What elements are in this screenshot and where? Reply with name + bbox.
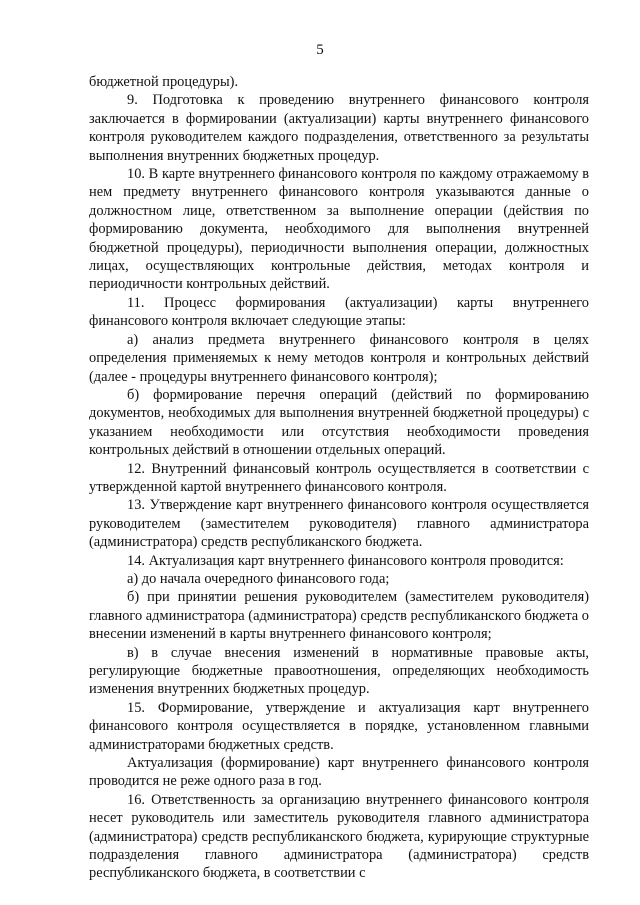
paragraph-continuation: бюджетной процедуры). bbox=[89, 74, 239, 90]
paragraph-16: 16. Ответственность за организацию внутреннего финансового контроля несет руководитель или заместитель руководителя главного администратора (администратора) средств республиканского бюджета, курирующие структурные подразделения главного администратора (администратора) средств республиканского бюджета, в соответствии с bbox=[89, 791, 589, 882]
paragraph-14-item-c: в) в случае внесения изменений в нормативные правовые акты, регулирующие бюджетные правоотношения, определяющих необходимость изменения внутренних бюджетных процедур. bbox=[89, 644, 589, 698]
page-number: 5 bbox=[316, 42, 324, 58]
paragraph-9: 9. Подготовка к проведению внутреннего финансового контроля заключается в формировании (актуализации) карты внутреннего финансового контроля руководителем каждого подразделения, ответственного за результаты выполнения внутренних бюджетных процедур. bbox=[89, 92, 589, 164]
paragraph-14-item-b: б) при принятии решения руководителем (заместителем руководителя) главного администратора (администратора) средств республиканского бюджета о внесении изменений в карты внутреннего финансового контроля; bbox=[89, 589, 589, 643]
paragraph-10: 10. В карте внутреннего финансового контроля по каждому отражаемому в нем предмету внутреннего финансового контроля указываются данные о должностном лице, ответственном за выполнение операции (действия по формированию документа, необходимого для выполнения внутренней бюджетной процедуры), периодичности выполнения операции, должностных лицах, осуществляющих контрольные действия, методах контроля и периодичности контрольных действий. bbox=[89, 166, 589, 293]
document-body bbox=[89, 73, 589, 883]
paragraph-14: 14. Актуализация карт внутреннего финансового контроля проводится: bbox=[127, 552, 564, 569]
paragraph-11: 11. Процесс формирования (актуализации) карты внутреннего финансового контроля включает следующие этапы: bbox=[89, 294, 589, 330]
paragraph-15-continuation: Актуализация (формирование) карт внутреннего финансового контроля проводится не реже одного раза в год. bbox=[89, 755, 589, 790]
paragraph-15: 15. Формирование, утверждение и актуализация карт внутреннего финансового контроля осуществляется в порядке, установленном главными администраторами бюджетных средств. bbox=[89, 699, 589, 753]
paragraph-13: 13. Утверждение карт внутреннего финансового контроля осуществляется руководителем (заместителем руководителя) главного администратора (администратора) средств республиканского бюджета. bbox=[89, 497, 589, 551]
paragraph-11-item-a: а) анализ предмета внутреннего финансового контроля в целях определения применяемых к нему методов контроля и контрольных действий (далее - процедуры внутреннего финансового контроля); bbox=[89, 331, 589, 385]
paragraph-11-item-b: б) формирование перечня операций (действий по формированию документов, необходимых для выполнения внутренней бюджетной процедуры) с указанием необходимости или отсутствия необходимости проведения контрольных действий в отношении отдельных операций. bbox=[89, 386, 589, 459]
paragraph-12: 12. Внутренний финансовый контроль осуществляется в соответствии с утвержденной картой внутреннего финансового контроля. bbox=[89, 460, 589, 495]
paragraph-14-item-a: а) до начала очередного финансового года; bbox=[127, 570, 390, 587]
